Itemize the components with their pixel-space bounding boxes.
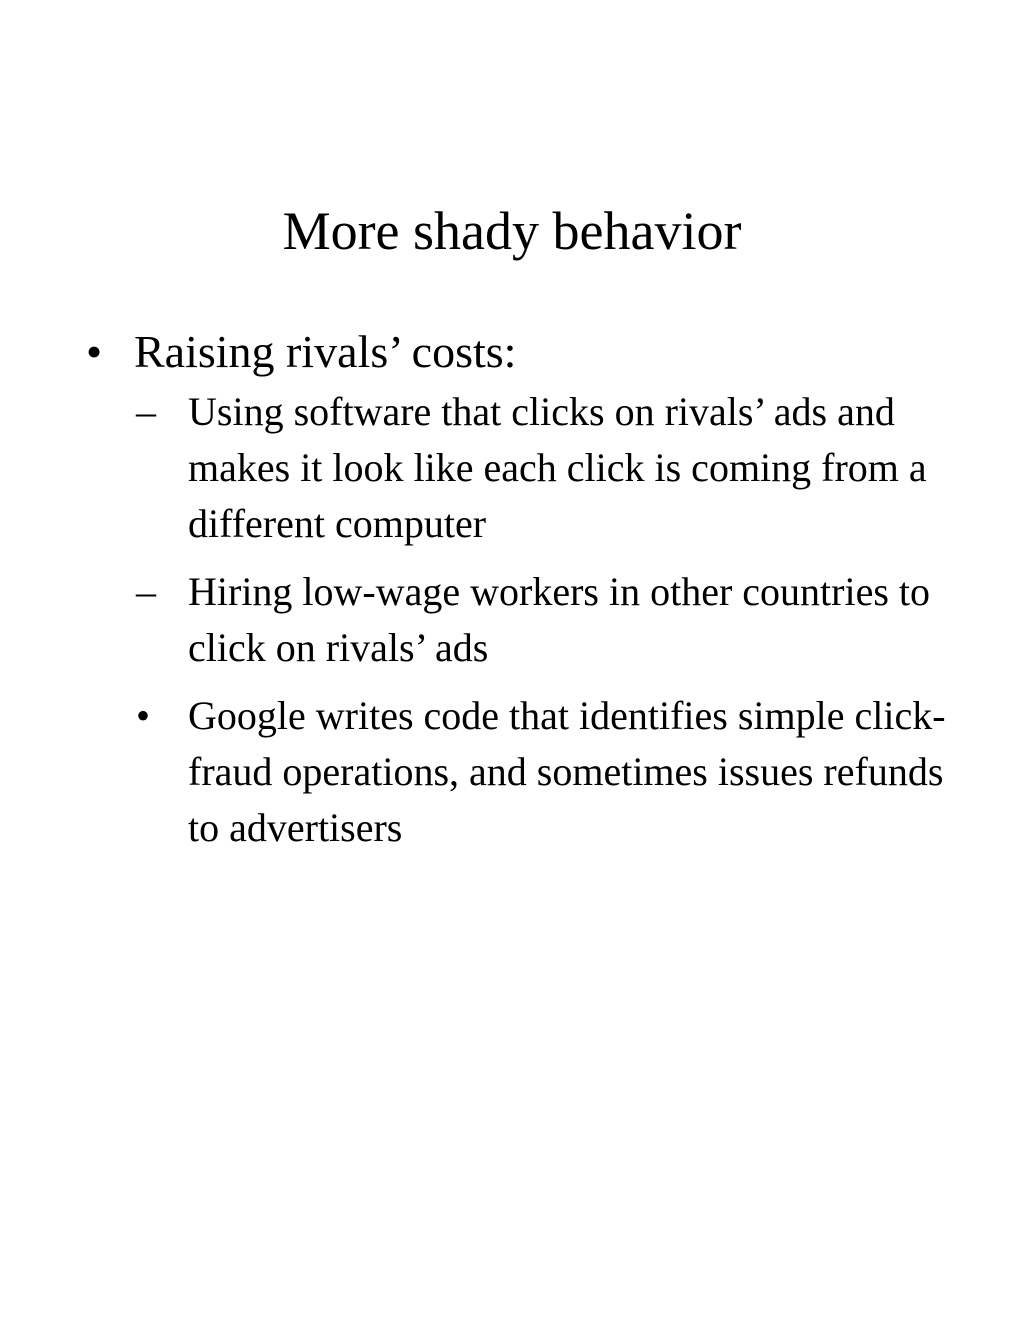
bullet-marker: • <box>86 326 103 377</box>
sub-item-text: Hiring low-wage workers in other countries to click on rivals’ ads <box>188 569 931 670</box>
bullet-marker: • <box>136 693 151 738</box>
dash-marker: – <box>136 569 156 614</box>
slide-body <box>86 322 986 868</box>
sub-item-text: Google writes code that identifies simple click-fraud operations, and sometimes issues refunds to advertisers <box>188 693 946 850</box>
sub-item-text: Using software that clicks on rivals’ ads and makes it look like each click is coming from a different computer <box>188 389 927 546</box>
sub-item-low-wage-workers <box>136 564 948 676</box>
sub-item-google-code <box>136 688 948 856</box>
bullet-text: Raising rivals’ costs: <box>134 326 517 377</box>
bullet-raising-rivals-costs <box>86 322 986 382</box>
slide-title: More shady behavior <box>282 201 742 261</box>
sub-list <box>136 384 986 856</box>
sub-item-software-clicks <box>136 384 948 552</box>
dash-marker: – <box>136 389 156 434</box>
